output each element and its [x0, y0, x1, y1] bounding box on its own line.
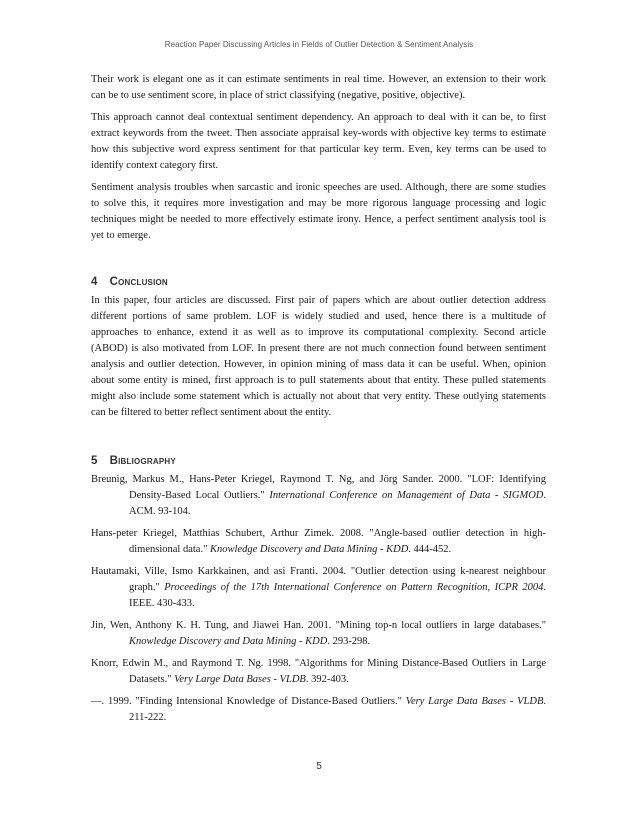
- page-number: 5: [316, 761, 322, 772]
- bibliography-entry: [91, 656, 546, 688]
- section-number: 5: [91, 455, 98, 467]
- reference-text: Hautamaki, Ville, Ismo Karkkainen, and asi Franti. 2004. "Outlier detection using k-nearest neighbour graph.": [91, 566, 546, 593]
- reference-venue: Very Large Data Bases - VLDB: [174, 674, 306, 685]
- section-title: Bibliography: [109, 455, 176, 467]
- section-heading-conclusion: [91, 274, 546, 290]
- body-paragraph: Their work is elegant one as it can estimate sentiments in real time. However, an extension to their work can be to use sentiment score, in place of strict classifying (negative, positive, objective).: [91, 74, 546, 101]
- reference-tail: . 392-403.: [305, 674, 349, 685]
- bibliography-entry: [91, 564, 546, 612]
- section-number: 4: [91, 276, 98, 288]
- bibliography-entry: [91, 472, 546, 520]
- reference-tail: . 211-222.: [129, 696, 546, 723]
- reference-venue: Knowledge Discovery and Data Mining - KDD: [129, 636, 328, 647]
- reference-text: Hans-peter Kriegel, Matthias Schubert, Arthur Zimek. 2008. "Angle-based outlier detection in high-dimensional data.": [91, 528, 546, 555]
- reference-venue: Very Large Data Bases - VLDB: [405, 696, 544, 707]
- reference-tail: . ACM. 93-104.: [129, 490, 546, 517]
- reference-tail: . 293-298.: [327, 636, 371, 647]
- reference-venue: Proceedings of the 17th International Conference on Pattern Recognition, ICPR 2004: [164, 582, 544, 593]
- bibliography-entry: [91, 694, 546, 726]
- reference-text: Jin, Wen, Anthony K. H. Tung, and Jiawei Han. 2001. "Mining top-n local outliers in large databases.": [91, 620, 546, 631]
- reference-tail: . 444-452.: [408, 544, 452, 555]
- reference-text: —. 1999. "Finding Intensional Knowledge of Distance-Based Outliers.": [91, 696, 406, 707]
- bibliography-entry: [91, 618, 546, 650]
- running-header: Reaction Paper Discussing Articles in Fields of Outlier Detection & Sentiment Analysis: [164, 40, 474, 49]
- reference-tail: . IEEE. 430-433.: [129, 582, 546, 609]
- bibliography-entry: [91, 526, 546, 558]
- body-paragraph: Sentiment analysis troubles when sarcastic and ironic speeches are used. Although, there are some studies to solve this, it requires more investigation and may be more rigorous language processing and logic techniques might be needed to more effectively estimate irony. Hence, a perfect sentiment analysis tool is yet to emerge.: [91, 182, 546, 241]
- reference-text: Breunig, Markus M., Hans-Peter Kriegel, Raymond T. Ng, and Jörg Sander. 2000. "LOF: Identifying Density-Based Local Outliers.": [91, 474, 546, 501]
- page-body: [91, 72, 546, 732]
- reference-text: Knorr, Edwin M., and Raymond T. Ng. 1998. "Algorithms for Mining Distance-Based Outliers in Large Datasets.": [91, 658, 546, 685]
- reference-venue: Knowledge Discovery and Data Mining - KDD: [209, 544, 409, 555]
- conclusion-paragraph: In this paper, four articles are discussed. First pair of papers which are about outlier detection address different portions of same problem. LOF is widely studied and used, hence there is a multitude of approaches to enhance, extend it as well as to improve its computational complexity. Second article (ABOD) is also motivated from LOF. In present there are not much connection found between sentiment analysis and outlier detection. However, in opinion mining of mass data it can be useful. When, opinion about some entity is mined, first approach is to pull statements about that entity. These pulled statements might also include some statement which is actually not about that very entity. These outlying statements can be filtered to better reflect sentiment about the entity.: [91, 295, 546, 418]
- section-title: Conclusion: [109, 276, 168, 288]
- body-paragraph: This approach cannot deal contextual sentiment dependency. An approach to deal with it can be, to first extract keywords from the tweet. Then associate appraisal key-words with objective key terms to estimate how this subjective word express sentiment for that particular key term. Even, key terms can be used to identify context category first.: [91, 112, 546, 171]
- section-heading-bibliography: [91, 453, 546, 469]
- reference-venue: International Conference on Management of Data - SIGMOD: [269, 490, 544, 501]
